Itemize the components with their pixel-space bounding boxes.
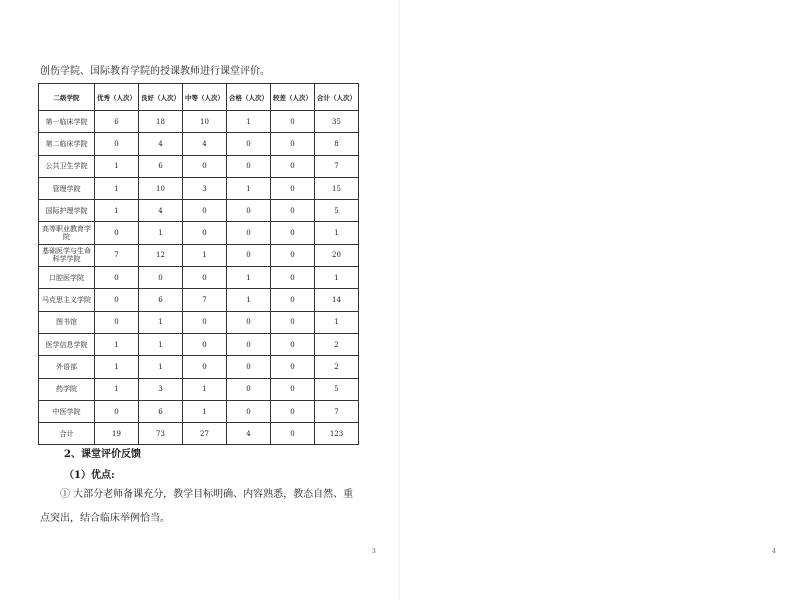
count-cell: 0 bbox=[227, 244, 271, 266]
count-cell: 5 bbox=[315, 200, 359, 222]
count-cell: 0 bbox=[227, 200, 271, 222]
intro-text: 创伤学院、国际教育学院的授课教师进行课堂评价。 bbox=[40, 66, 270, 77]
count-cell: 0 bbox=[183, 311, 227, 333]
count-cell: 1 bbox=[315, 311, 359, 333]
count-cell: 0 bbox=[183, 333, 227, 355]
count-cell: 4 bbox=[139, 200, 183, 222]
count-cell: 0 bbox=[183, 267, 227, 289]
count-cell: 3 bbox=[183, 177, 227, 199]
header-cell: 中等（人次） bbox=[183, 84, 227, 111]
count-cell: 0 bbox=[227, 222, 271, 244]
table-row bbox=[39, 333, 359, 355]
department-cell: 外语部 bbox=[39, 356, 95, 378]
department-cell: 第二临床学院 bbox=[39, 133, 95, 155]
count-cell: 4 bbox=[139, 133, 183, 155]
count-cell: 6 bbox=[139, 289, 183, 311]
table-row bbox=[39, 267, 359, 289]
count-cell: 0 bbox=[95, 222, 139, 244]
table-total-row bbox=[39, 423, 359, 445]
table-row bbox=[39, 400, 359, 422]
department-cell: 基础医学与生命科学学院 bbox=[39, 244, 95, 266]
strength-paragraph-1: ① 大部分老师备课充分，教学目标明确、内容熟悉，教态自然、重点突出，结合临床举例恰当。 bbox=[40, 489, 354, 524]
count-cell: 0 bbox=[271, 356, 315, 378]
count-cell: 1 bbox=[139, 333, 183, 355]
count-cell: 7 bbox=[183, 289, 227, 311]
right-page bbox=[400, 0, 800, 600]
table-body bbox=[39, 111, 359, 445]
evaluation-table bbox=[38, 83, 359, 445]
table-row bbox=[39, 378, 359, 400]
count-cell: 1 bbox=[315, 222, 359, 244]
department-cell: 药学院 bbox=[39, 378, 95, 400]
count-cell: 0 bbox=[227, 333, 271, 355]
table-row bbox=[39, 356, 359, 378]
count-cell: 2 bbox=[315, 356, 359, 378]
department-cell: 图书馆 bbox=[39, 311, 95, 333]
header-cell: 合格（人次） bbox=[227, 84, 271, 111]
count-cell: 0 bbox=[95, 133, 139, 155]
count-cell: 1 bbox=[315, 267, 359, 289]
count-cell: 0 bbox=[227, 400, 271, 422]
count-cell: 0 bbox=[95, 311, 139, 333]
count-cell: 0 bbox=[271, 155, 315, 177]
count-cell: 0 bbox=[227, 378, 271, 400]
count-cell: 14 bbox=[315, 289, 359, 311]
count-cell: 123 bbox=[315, 423, 359, 445]
section-heading: 2、课堂评价反馈 bbox=[64, 449, 141, 460]
count-cell: 1 bbox=[95, 200, 139, 222]
department-cell: 马克思主义学院 bbox=[39, 289, 95, 311]
count-cell: 0 bbox=[271, 200, 315, 222]
count-cell: 6 bbox=[95, 111, 139, 133]
table-row bbox=[39, 289, 359, 311]
count-cell: 5 bbox=[315, 378, 359, 400]
count-cell: 12 bbox=[139, 244, 183, 266]
table-row bbox=[39, 111, 359, 133]
table-row bbox=[39, 155, 359, 177]
page-number-right: 4 bbox=[772, 548, 776, 555]
count-cell: 1 bbox=[95, 333, 139, 355]
count-cell: 1 bbox=[95, 155, 139, 177]
count-cell: 18 bbox=[139, 111, 183, 133]
department-cell: 高等职业教育学院 bbox=[39, 222, 95, 244]
department-cell: 国际护理学院 bbox=[39, 200, 95, 222]
department-cell: 口腔医学院 bbox=[39, 267, 95, 289]
count-cell: 0 bbox=[139, 267, 183, 289]
count-cell: 15 bbox=[315, 177, 359, 199]
count-cell: 0 bbox=[271, 111, 315, 133]
header-cell: 合计（人次） bbox=[315, 84, 359, 111]
count-cell: 1 bbox=[183, 378, 227, 400]
table-row bbox=[39, 311, 359, 333]
header-cell: 较差（人次） bbox=[271, 84, 315, 111]
count-cell: 6 bbox=[139, 155, 183, 177]
count-cell: 0 bbox=[271, 423, 315, 445]
count-cell: 19 bbox=[95, 423, 139, 445]
count-cell: 0 bbox=[271, 311, 315, 333]
count-cell: 0 bbox=[271, 378, 315, 400]
count-cell: 4 bbox=[227, 423, 271, 445]
count-cell: 2 bbox=[315, 333, 359, 355]
count-cell: 7 bbox=[95, 244, 139, 266]
table-row bbox=[39, 222, 359, 244]
count-cell: 0 bbox=[227, 311, 271, 333]
count-cell: 0 bbox=[227, 133, 271, 155]
count-cell: 0 bbox=[271, 133, 315, 155]
count-cell: 0 bbox=[95, 289, 139, 311]
count-cell: 0 bbox=[271, 177, 315, 199]
count-cell: 3 bbox=[139, 378, 183, 400]
count-cell: 0 bbox=[227, 155, 271, 177]
count-cell: 0 bbox=[183, 356, 227, 378]
count-cell: 1 bbox=[183, 400, 227, 422]
count-cell: 1 bbox=[227, 111, 271, 133]
count-cell: 0 bbox=[271, 267, 315, 289]
count-cell: 0 bbox=[183, 155, 227, 177]
count-cell: 1 bbox=[95, 356, 139, 378]
count-cell: 0 bbox=[227, 356, 271, 378]
count-cell: 1 bbox=[227, 267, 271, 289]
count-cell: 0 bbox=[183, 200, 227, 222]
header-cell: 二级学院 bbox=[39, 84, 95, 111]
count-cell: 7 bbox=[315, 400, 359, 422]
count-cell: 0 bbox=[183, 222, 227, 244]
page-number-left: 3 bbox=[372, 548, 376, 555]
department-cell: 中医学院 bbox=[39, 400, 95, 422]
header-cell: 良好（人次） bbox=[139, 84, 183, 111]
count-cell: 7 bbox=[315, 155, 359, 177]
table-row bbox=[39, 244, 359, 266]
count-cell: 0 bbox=[271, 222, 315, 244]
count-cell: 1 bbox=[139, 356, 183, 378]
header-cell: 优秀（人次） bbox=[95, 84, 139, 111]
count-cell: 0 bbox=[271, 333, 315, 355]
count-cell: 20 bbox=[315, 244, 359, 266]
count-cell: 35 bbox=[315, 111, 359, 133]
count-cell: 1 bbox=[227, 177, 271, 199]
department-cell: 管理学院 bbox=[39, 177, 95, 199]
count-cell: 1 bbox=[95, 177, 139, 199]
department-cell: 公共卫生学院 bbox=[39, 155, 95, 177]
count-cell: 73 bbox=[139, 423, 183, 445]
count-cell: 6 bbox=[139, 400, 183, 422]
count-cell: 27 bbox=[183, 423, 227, 445]
department-cell: 第一临床学院 bbox=[39, 111, 95, 133]
count-cell: 10 bbox=[139, 177, 183, 199]
count-cell: 0 bbox=[271, 244, 315, 266]
count-cell: 1 bbox=[183, 244, 227, 266]
count-cell: 10 bbox=[183, 111, 227, 133]
count-cell: 4 bbox=[183, 133, 227, 155]
count-cell: 1 bbox=[95, 378, 139, 400]
count-cell: 0 bbox=[95, 400, 139, 422]
table-row bbox=[39, 177, 359, 199]
count-cell: 0 bbox=[271, 400, 315, 422]
count-cell: 1 bbox=[227, 289, 271, 311]
count-cell: 1 bbox=[139, 311, 183, 333]
department-cell: 合计 bbox=[39, 423, 95, 445]
count-cell: 8 bbox=[315, 133, 359, 155]
count-cell: 0 bbox=[271, 289, 315, 311]
department-cell: 医学信息学院 bbox=[39, 333, 95, 355]
count-cell: 1 bbox=[139, 222, 183, 244]
count-cell: 0 bbox=[95, 267, 139, 289]
strengths-heading: （1）优点: bbox=[64, 470, 115, 481]
table-row bbox=[39, 200, 359, 222]
table-header-row bbox=[39, 84, 359, 111]
table-row bbox=[39, 133, 359, 155]
